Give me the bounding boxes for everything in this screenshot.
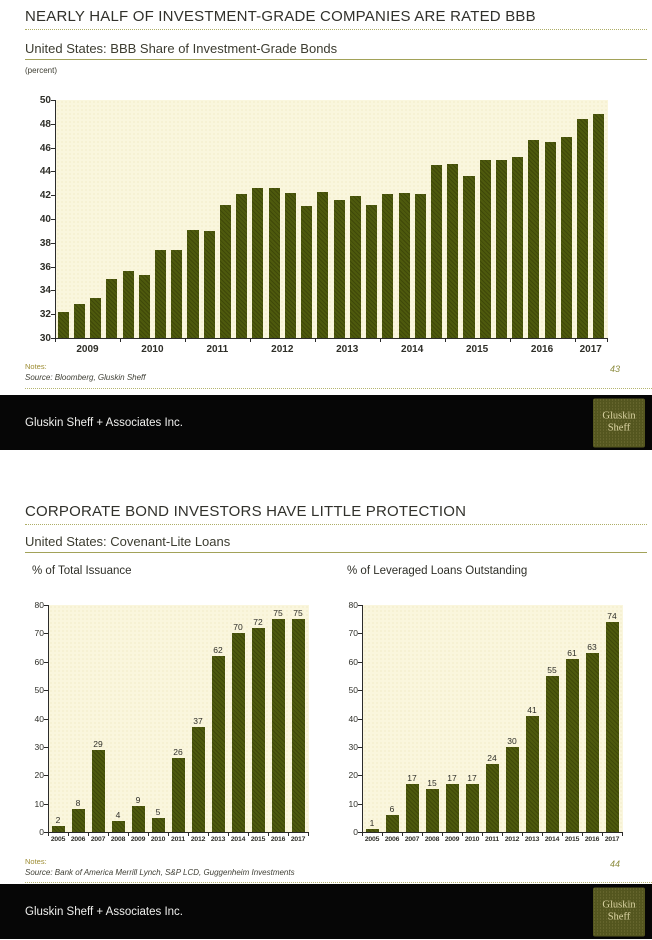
y-axis-tick (358, 605, 362, 606)
bar-value-label: 72 (253, 616, 263, 627)
bar (301, 206, 312, 338)
bar (415, 194, 426, 338)
notes-separator (25, 388, 652, 389)
bar (366, 205, 377, 338)
bar-value-label: 41 (527, 704, 537, 715)
notes-label: Notes: (25, 857, 47, 866)
y-axis-label: 32 (39, 309, 51, 321)
y-axis-tick (358, 804, 362, 805)
gluskin-sheff-logo (593, 887, 645, 936)
y-axis-label: 80 (348, 600, 358, 610)
bar-value-label: 62 (213, 645, 223, 656)
y-axis-label: 10 (348, 798, 358, 809)
logo-line-2: Sheff (607, 911, 631, 923)
x-axis-label: 2017 (290, 836, 306, 843)
bar (204, 231, 215, 338)
bar (366, 829, 379, 832)
bar (506, 747, 519, 832)
y-axis-tick (51, 267, 55, 268)
bar-value-label: 15 (427, 778, 437, 789)
logo-line-1: Gluskin (602, 410, 636, 422)
bar (155, 250, 166, 338)
bar (236, 194, 247, 338)
bar-value-label: 17 (447, 772, 457, 783)
leveraged-loans-bar-chart (332, 597, 632, 855)
x-axis-label: 2011 (485, 836, 499, 843)
x-axis-label: 2016 (530, 344, 554, 355)
footer-bar (0, 884, 652, 939)
bar-value-label: 63 (587, 642, 597, 653)
bar-value-label: 6 (389, 803, 395, 814)
y-axis-label: 44 (39, 166, 51, 178)
bar (187, 230, 198, 338)
bar (577, 119, 588, 338)
y-axis-tick (51, 171, 55, 172)
y-axis-label: 46 (39, 142, 51, 154)
bar (74, 304, 85, 339)
bar-value-label: 1 (369, 818, 375, 829)
x-axis-label: 2017 (604, 836, 620, 843)
bar (192, 727, 205, 832)
notes-label: Notes: (25, 362, 47, 371)
company-name: Gluskin Sheff + Associates Inc. (25, 416, 183, 429)
x-axis-label: 2015 (465, 344, 489, 355)
company-name: Gluskin Sheff + Associates Inc. (25, 905, 183, 918)
y-axis-label: 0 (39, 827, 44, 837)
bar-value-label: 75 (273, 608, 283, 619)
bar (252, 188, 263, 338)
x-axis-label: 2011 (206, 344, 229, 355)
x-axis-tick (250, 338, 251, 342)
bar-value-label: 29 (93, 738, 103, 749)
y-axis-tick (44, 662, 48, 663)
slide1-subtitle: United States: BBB Share of Investment-Grade Bonds (25, 41, 647, 60)
bar-value-label: 4 (115, 809, 121, 820)
bar (350, 196, 361, 338)
bar (546, 676, 559, 832)
y-axis-label: 50 (39, 95, 51, 106)
bar (528, 140, 539, 338)
bar (447, 164, 458, 338)
y-axis-label: 40 (39, 214, 51, 225)
x-axis-label: 2016 (270, 836, 286, 843)
gluskin-sheff-logo (593, 398, 645, 447)
bar (139, 275, 150, 338)
x-axis-tick (55, 338, 56, 342)
bar (112, 821, 125, 832)
bar (90, 298, 101, 338)
x-axis-label: 2014 (230, 836, 246, 843)
y-axis-tick (51, 314, 55, 315)
x-axis-label: 2007 (90, 836, 106, 843)
y-axis-label: 10 (34, 798, 44, 809)
x-axis-label: 2010 (464, 836, 480, 843)
bar (106, 279, 117, 339)
y-axis-label: 40 (348, 713, 358, 724)
x-axis-label: 2012 (271, 344, 294, 355)
bar (382, 194, 393, 338)
y-axis-tick (51, 290, 55, 291)
y-axis-tick (44, 633, 48, 634)
bar (220, 205, 231, 338)
bar (426, 789, 439, 832)
y-axis-tick (44, 690, 48, 691)
y-axis-tick (51, 195, 55, 196)
footer-bar (0, 395, 652, 450)
bar-value-label: 8 (75, 798, 81, 809)
bar (123, 271, 134, 338)
bar-value-label: 37 (193, 716, 203, 726)
y-axis-tick (44, 804, 48, 805)
bar-value-label: 9 (135, 795, 141, 806)
notes-separator (25, 882, 652, 883)
bar (269, 188, 280, 338)
y-axis-tick (358, 747, 362, 748)
x-axis-label: 2005 (50, 836, 66, 843)
bar (252, 628, 265, 832)
bar (334, 200, 345, 338)
x-axis-label: 2015 (564, 836, 580, 843)
y-axis-label: 50 (348, 685, 358, 696)
bar (406, 784, 419, 832)
bar (386, 815, 399, 832)
x-axis-label: 2007 (404, 836, 420, 843)
y-axis-label: 60 (34, 656, 44, 667)
bar-value-label: 30 (507, 735, 517, 746)
slide2-subtitle: United States: Covenant-Lite Loans (25, 534, 647, 553)
x-axis-label: 2010 (141, 344, 164, 355)
y-axis-label: 34 (39, 285, 51, 297)
x-axis-label: 2012 (504, 836, 520, 843)
y-axis-tick (358, 662, 362, 663)
x-axis-label: 2009 (76, 344, 99, 355)
y-axis-label: 42 (39, 190, 51, 202)
y-axis-tick (44, 747, 48, 748)
bar (466, 784, 479, 832)
slide-covenant-lite (0, 498, 652, 940)
y-axis-label: 0 (353, 827, 358, 837)
x-axis-label: 2008 (110, 836, 126, 843)
slide1-title: NEARLY HALF OF INVESTMENT-GRADE COMPANIES ARE RATED BBB (25, 8, 647, 30)
bar (431, 165, 442, 338)
x-axis-label: 2013 (524, 836, 540, 843)
y-axis-tick (51, 100, 55, 101)
y-axis-tick (358, 633, 362, 634)
y-axis-tick (44, 775, 48, 776)
bbb-share-bar-chart (25, 92, 625, 372)
y-axis-tick (51, 243, 55, 244)
page-number: 44 (609, 859, 620, 869)
x-axis-tick (445, 338, 446, 342)
bar (496, 160, 507, 339)
bar-value-label: 24 (487, 752, 497, 763)
x-axis-tick (120, 338, 121, 342)
bar (171, 250, 182, 338)
bar (52, 826, 65, 832)
bar-value-label: 70 (233, 622, 243, 633)
bar-value-label: 74 (607, 611, 617, 622)
y-axis-label: 30 (348, 741, 358, 752)
y-axis-tick (44, 605, 48, 606)
x-axis-label: 2012 (190, 836, 206, 843)
x-axis-label: 2013 (210, 836, 226, 843)
x-axis-label: 2010 (150, 836, 166, 843)
y-axis-tick (51, 148, 55, 149)
bar-value-label: 55 (547, 664, 557, 675)
x-axis-label: 2006 (384, 836, 400, 843)
bar (232, 633, 245, 832)
x-axis-label: 2006 (70, 836, 86, 843)
logo-line-2: Sheff (607, 422, 631, 434)
bar (566, 659, 579, 832)
y-axis-label: 30 (39, 333, 51, 344)
y-axis-label: 36 (39, 261, 51, 273)
bar-value-label: 17 (407, 772, 417, 783)
bar-value-label: 26 (173, 747, 183, 758)
x-axis-tick (607, 338, 608, 342)
bar-value-label: 75 (293, 608, 303, 619)
bar (285, 193, 296, 338)
y-axis-label: 70 (348, 628, 358, 639)
bar (526, 716, 539, 832)
bar (152, 818, 165, 832)
x-axis-tick (185, 338, 186, 342)
y-axis-label: 70 (34, 628, 44, 639)
y-axis-tick (44, 719, 48, 720)
y-axis-label: 30 (34, 741, 44, 752)
bar (132, 806, 145, 832)
x-axis-label: 2017 (579, 344, 602, 355)
x-axis-label: 2015 (250, 836, 266, 843)
y-axis-tick (51, 219, 55, 220)
bar (512, 157, 523, 338)
y-axis-label: 20 (34, 770, 44, 781)
x-axis-tick (510, 338, 511, 342)
y-axis-label: 80 (34, 600, 44, 610)
bar (317, 192, 328, 338)
bar (593, 114, 604, 338)
logo-line-1: Gluskin (602, 899, 636, 911)
bar (58, 312, 69, 338)
y-axis-tick (358, 719, 362, 720)
y-axis-label: 20 (348, 770, 358, 781)
x-axis-label: 2013 (336, 344, 359, 355)
bar (480, 160, 491, 339)
right-chart-title: % of Leveraged Loans Outstanding (347, 565, 528, 577)
x-axis-label: 2008 (424, 836, 440, 843)
bar (292, 619, 305, 832)
x-axis-tick (380, 338, 381, 342)
bar (463, 176, 474, 338)
bar (172, 758, 185, 832)
y-axis-tick (51, 124, 55, 125)
left-chart-title: % of Total Issuance (32, 565, 132, 577)
bar-value-label: 2 (55, 815, 61, 826)
page-number: 43 (609, 364, 620, 374)
bar (446, 784, 459, 832)
bar (92, 750, 105, 832)
bar-value-label: 5 (155, 806, 161, 817)
x-axis-tick (575, 338, 576, 342)
x-axis-label: 2009 (130, 836, 146, 843)
unit-label: (percent) (25, 66, 58, 75)
y-axis-label: 40 (34, 713, 44, 724)
y-axis-label: 48 (39, 118, 51, 130)
x-axis-label: 2009 (444, 836, 460, 843)
bar-value-label: 61 (567, 647, 577, 658)
slide-bbb-share (0, 0, 652, 452)
slide2-title: CORPORATE BOND INVESTORS HAVE LITTLE PROTECTION (25, 503, 647, 525)
x-axis-label: 2016 (584, 836, 600, 843)
y-axis-label: 60 (348, 656, 358, 667)
bar (212, 656, 225, 832)
bar (399, 193, 410, 338)
y-axis-label: 50 (34, 685, 44, 696)
bar (606, 622, 619, 832)
x-axis-tick (315, 338, 316, 342)
x-axis-label: 2014 (401, 344, 424, 355)
bar (72, 809, 85, 832)
bar (272, 619, 285, 832)
bar (561, 137, 572, 338)
bar (586, 653, 599, 832)
bar (545, 142, 556, 338)
source-text: Source: Bloomberg, Gluskin Sheff (25, 373, 146, 382)
y-axis-label: 38 (39, 237, 51, 249)
x-axis-label: 2005 (364, 836, 380, 843)
y-axis-tick (358, 690, 362, 691)
source-text: Source: Bank of America Merrill Lynch, S&P LCD, Guggenheim Investments (25, 868, 295, 877)
x-axis-label: 2014 (544, 836, 560, 843)
x-axis-label: 2011 (171, 836, 185, 843)
total-issuance-bar-chart (18, 597, 318, 855)
bar-value-label: 17 (467, 772, 477, 783)
bar (486, 764, 499, 832)
y-axis-tick (358, 775, 362, 776)
